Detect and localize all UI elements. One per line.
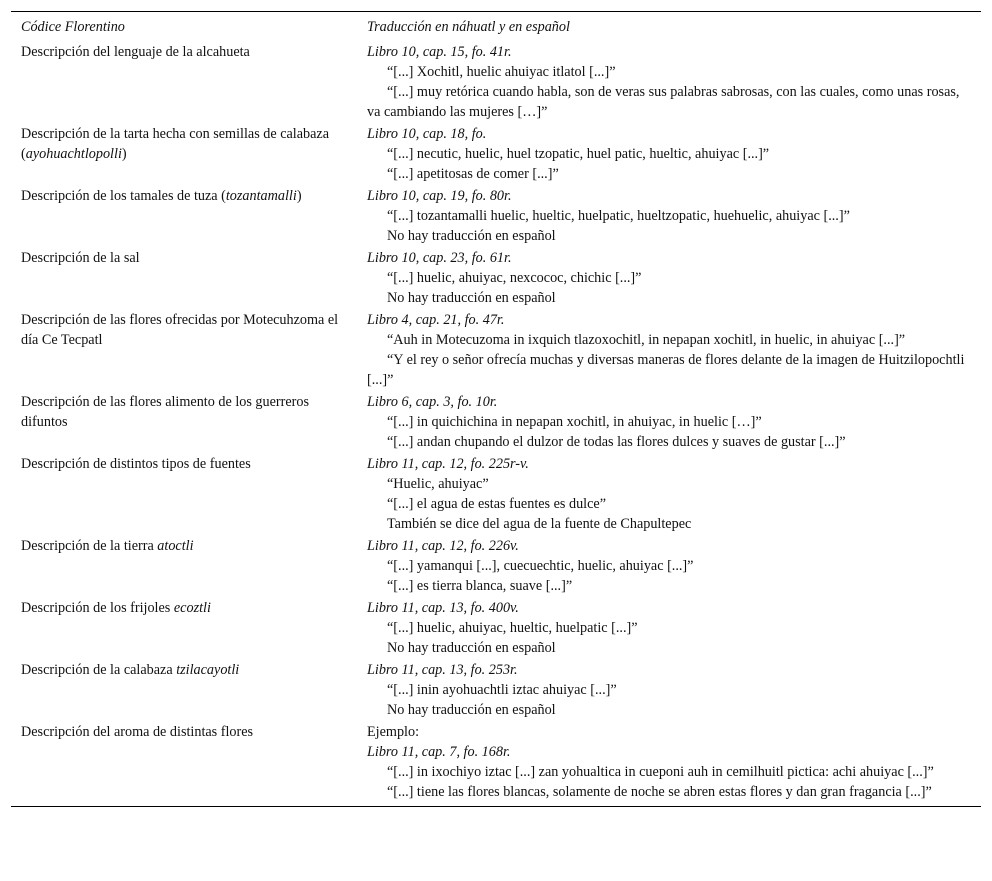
translation-cell: [357, 41, 981, 124]
source-reference: Libro 4, cap. 21, fo. 47r.: [367, 312, 505, 328]
description-cell: [11, 124, 357, 186]
translation-line: “Y el rey o señor ofrecía muchas y diversas maneras de flores delante de la imagen de Huitzilopochtli [...]”: [367, 352, 965, 388]
description-text: ): [121, 146, 127, 162]
table-row: [11, 124, 981, 186]
description-cell: [11, 248, 357, 310]
translation-line: “[...] muy retórica cuando habla, son de veras sus palabras sabrosas, con las cuales, como unas rosas, va cambiando las mujeres […]”: [367, 84, 960, 120]
source-reference: Libro 10, cap. 15, fo. 41r.: [367, 44, 512, 60]
description-text: Descripción del lenguaje de la alcahueta: [21, 44, 250, 60]
description-text: Descripción de la tarta hecha con semillas de calabaza (: [21, 126, 330, 162]
table-header-row: [11, 12, 981, 42]
translation-line: “[...] necutic, huelic, huel tzopatic, huel patic, hueltic, ahuiyac [...]”: [387, 146, 770, 162]
table-row: [11, 41, 981, 124]
translation-line: “Huelic, ahuiyac”: [387, 476, 489, 492]
description-cell: [11, 310, 357, 392]
source-reference: Libro 11, cap. 7, fo. 168r.: [367, 744, 511, 760]
description-text: Descripción de la sal: [21, 250, 140, 266]
translation-line: “[...] es tierra blanca, suave [...]”: [387, 578, 573, 594]
description-cell: [11, 392, 357, 454]
translation-line: “[...] el agua de estas fuentes es dulce”: [387, 496, 607, 512]
translation-cell: [357, 454, 981, 536]
translation-line: No hay traducción en español: [387, 290, 556, 306]
translation-line: “[...] huelic, ahuiyac, nexcococ, chichic [...]”: [387, 270, 642, 286]
source-reference: Libro 10, cap. 18, fo.: [367, 126, 487, 142]
table-row: [11, 248, 981, 310]
column-header-codice: Códice Florentino: [11, 12, 357, 42]
table-row: [11, 186, 981, 248]
translation-line: “[...] tozantamalli huelic, hueltic, huelpatic, hueltzopatic, huehuelic, ahuiyac [...]”: [387, 208, 850, 224]
translation-cell: [357, 392, 981, 454]
translation-cell: [357, 598, 981, 660]
description-cell: [11, 722, 357, 807]
description-term: atoctli: [157, 538, 194, 554]
translation-line: “[...] huelic, ahuiyac, hueltic, huelpatic [...]”: [387, 620, 638, 636]
source-reference: Libro 6, cap. 3, fo. 10r.: [367, 394, 498, 410]
source-reference: Libro 11, cap. 13, fo. 400v.: [367, 600, 519, 616]
table-row: [11, 598, 981, 660]
translation-line: “[...] tiene las flores blancas, solamente de noche se abren estas flores y dan gran fragancia [...]”: [387, 784, 932, 800]
description-text: ): [296, 188, 302, 204]
translation-line: “[...] yamanqui [...], cuecuechtic, huelic, ahuiyac [...]”: [387, 558, 694, 574]
table-row: [11, 454, 981, 536]
description-term: ecoztli: [173, 600, 211, 616]
translation-cell: [357, 124, 981, 186]
description-term: tozantamalli: [225, 188, 297, 204]
description-cell: [11, 454, 357, 536]
table-row: [11, 722, 981, 807]
description-term: ayohuachtlopolli: [25, 146, 122, 162]
translation-line: “[...] in ixochiyo iztac [...] zan yohualtica in cueponi auh in cemilhuitl pictica: achi ahuiyac [...]”: [387, 764, 934, 780]
description-cell: [11, 598, 357, 660]
description-text: Descripción de los tamales de tuza (: [21, 188, 226, 204]
translation-line: “[...] andan chupando el dulzor de todas las flores dulces y suaves de gustar [...]”: [387, 434, 846, 450]
translation-cell: [357, 248, 981, 310]
description-text: Descripción de las flores alimento de los guerreros difuntos: [21, 394, 309, 430]
source-reference: Libro 10, cap. 19, fo. 80r.: [367, 188, 512, 204]
description-text: Descripción de la tierra: [21, 538, 158, 554]
column-header-traduccion: Traducción en náhuatl y en español: [357, 12, 981, 42]
description-text: Descripción de los frijoles: [21, 600, 174, 616]
translation-line: “[...] apetitosas de comer [...]”: [387, 166, 559, 182]
source-reference: Libro 11, cap. 13, fo. 253r.: [367, 662, 518, 678]
description-text: Descripción del aroma de distintas flores: [21, 724, 254, 740]
codex-table: [11, 11, 981, 807]
description-cell: [11, 41, 357, 124]
table-row: [11, 310, 981, 392]
translation-cell: [357, 660, 981, 722]
translation-line: “[...] in quichichina in nepapan xochitl, in ahuiyac, in huelic […]”: [387, 414, 762, 430]
description-cell: [11, 186, 357, 248]
translation-cell: [357, 536, 981, 598]
translation-line: “Auh in Motecuzoma in ixquich tlazoxochitl, in nepapan xochitl, in huelic, in ahuiyac [...]”: [387, 332, 906, 348]
table-row: [11, 660, 981, 722]
description-text: Descripción de distintos tipos de fuentes: [21, 456, 251, 472]
translation-line: “[...] Xochitl, huelic ahuiyac itlatol [...]”: [387, 64, 616, 80]
translation-line: No hay traducción en español: [387, 640, 556, 656]
source-reference: Libro 11, cap. 12, fo. 226v.: [367, 538, 519, 554]
description-term: tzilacayotli: [176, 662, 240, 678]
source-reference: Libro 10, cap. 23, fo. 61r.: [367, 250, 512, 266]
translation-line: También se dice del agua de la fuente de Chapultepec: [387, 516, 692, 532]
table-row: [11, 536, 981, 598]
description-text: Descripción de las flores ofrecidas por Motecuhzoma el día Ce Tecpatl: [21, 312, 339, 348]
translation-line: “[...] inin ayohuachtli iztac ahuiyac [...]”: [387, 682, 617, 698]
table-row: [11, 392, 981, 454]
translation-line: No hay traducción en español: [387, 228, 556, 244]
description-cell: [11, 660, 357, 722]
example-label: Ejemplo:: [367, 724, 420, 740]
translation-cell: [357, 186, 981, 248]
description-cell: [11, 536, 357, 598]
table-body: [11, 41, 981, 807]
source-reference: Libro 11, cap. 12, fo. 225r-v.: [367, 456, 529, 472]
translation-cell: [357, 722, 981, 807]
description-text: Descripción de la calabaza: [21, 662, 177, 678]
translation-cell: [357, 310, 981, 392]
translation-line: No hay traducción en español: [387, 702, 556, 718]
